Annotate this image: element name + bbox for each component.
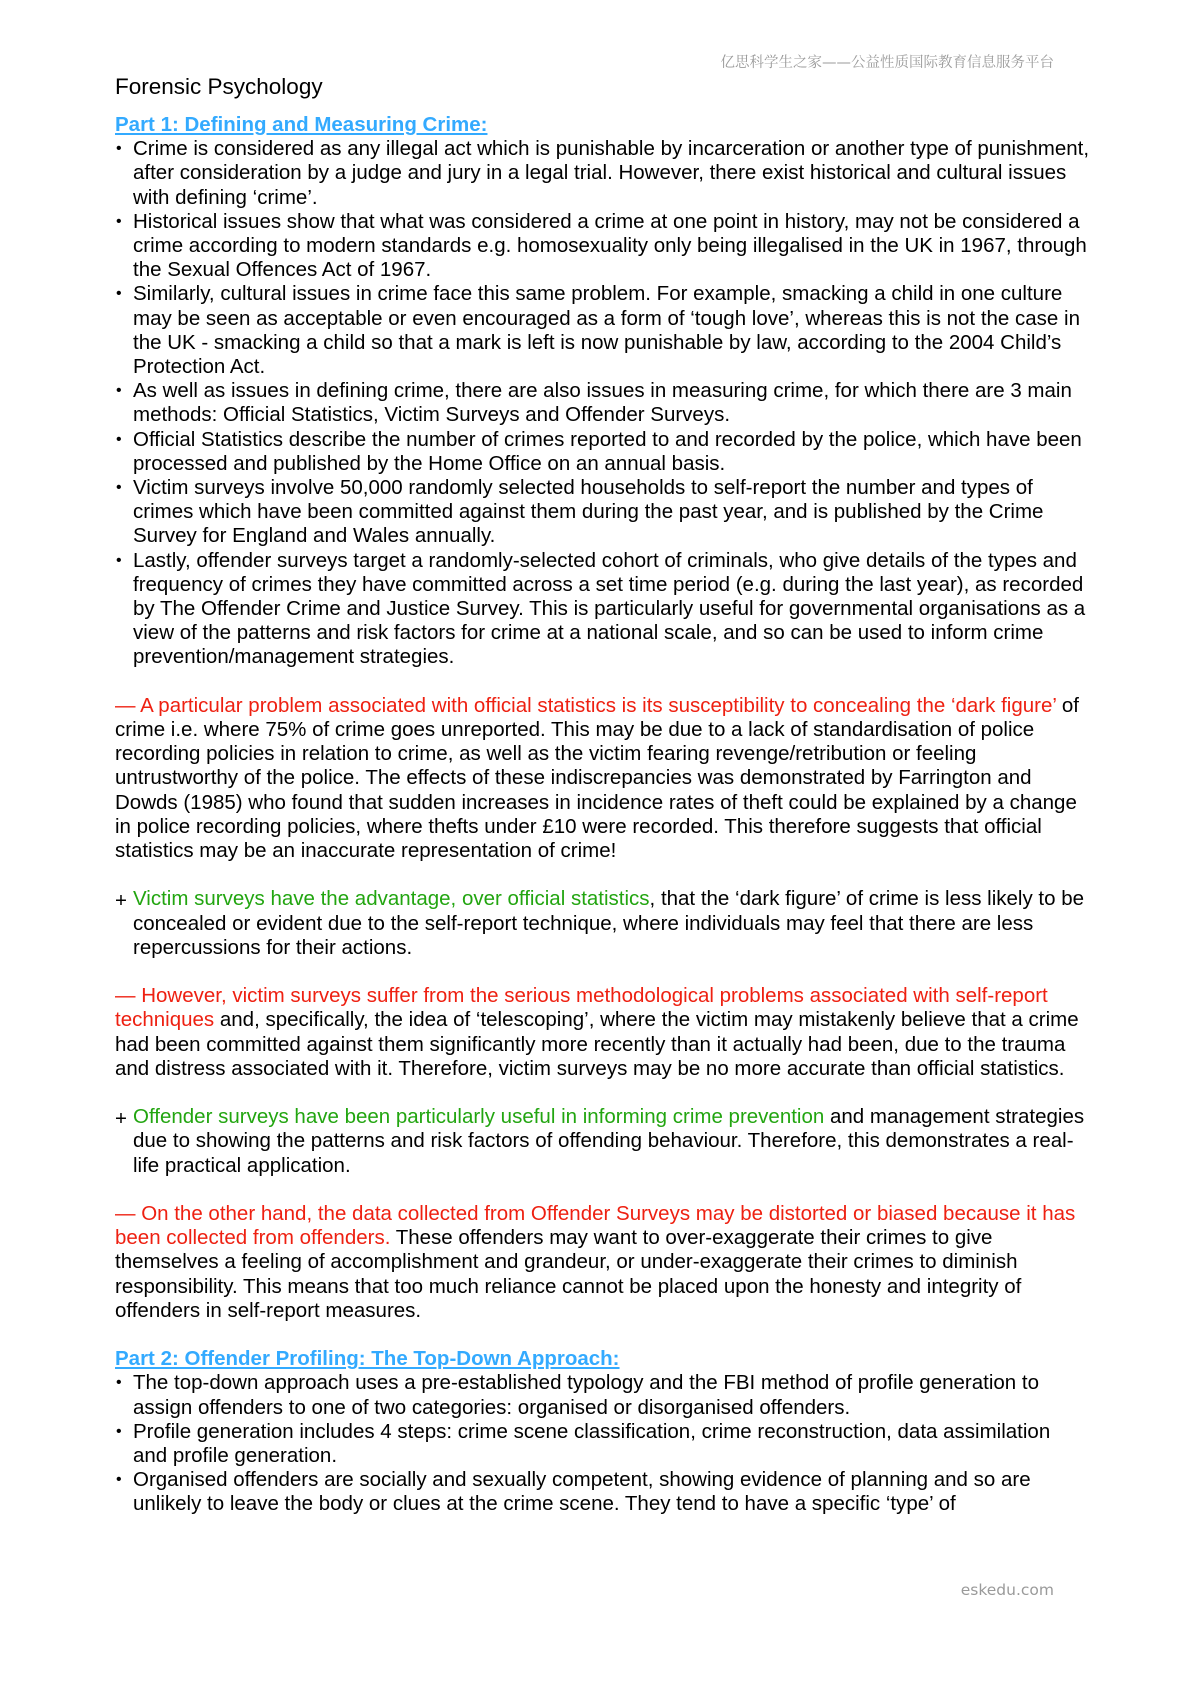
bullet-icon: • <box>116 212 122 230</box>
footer-watermark: eskedu.com <box>960 1581 1054 1599</box>
spacer <box>115 863 1090 887</box>
part1-bullet-list <box>115 137 1090 669</box>
list-item: • The top-down approach uses a pre-established typology and the FBI method of profile generation to assign offenders to one of two categories: organised or disorganised offenders. <box>116 1371 1039 1419</box>
evaluation-offender-surveys-problem: — On the other hand, the data collected from Offender Surveys may be distorted or biased because it has been collected from offenders. These offenders may want to over-exaggerate their crimes to give themselves a feeling of accomplishment and grandeur, or under-exaggerate their crimes to diminish responsibility. This means that too much reliance cannot be placed upon the honesty and integrity of offenders in self-report measures. <box>115 1202 1076 1322</box>
part1-heading: Part 1: Defining and Measuring Crime: <box>115 113 488 136</box>
spacer <box>115 1081 1090 1105</box>
plus-icon: + <box>115 889 127 913</box>
spacer <box>115 1178 1090 1202</box>
bullet-icon: • <box>116 1422 122 1440</box>
evaluation-official-statistics: — A particular problem associated with official statistics is its susceptibility to concealing the ‘dark figure’ of crime i.e. where 75% of crime goes unreported. This may be due to a lack of standardisation of police recording policies in relation to crime, as well as the victim fearing revenge/retribution or feeling untrustworthy of the police. The effects of these indiscrepancies was demonstrated by Farrington and Dowds (1985) who found that sudden increases in incidence rates of theft could be explained by a change in police recording policies, where thefts under £10 were recorded. This therefore suggests that official statistics may be an inaccurate representation of crime! <box>115 693 1079 863</box>
header-watermark: 亿思科学生之家——公益性质国际教育信息服务平台 <box>720 55 1054 71</box>
list-item: • Lastly, offender surveys target a randomly-selected cohort of criminals, who give details of the types and frequency of crimes they have committed across a set time period (e.g. during the last year), as recorded by The Offender Crime and Justice Survey. This is particularly useful for governmental organisations as a view of the patterns and risk factors for crime at a national scale, and so can be used to inform crime prevention/management strategies. <box>116 548 1086 669</box>
bullet-icon: • <box>116 382 122 400</box>
spacer <box>115 960 1090 984</box>
part2-bullet-list <box>115 1371 1090 1516</box>
positive-point: Offender surveys have been particularly useful in informing crime prevention <box>133 1105 825 1129</box>
list-item: • Historical issues show that what was considered a crime at one point in history, may not be considered a crime according to modern standards e.g. homosexuality only being illegalised in the UK in 1967, through the Sexual Offences Act of 1967. <box>116 209 1087 282</box>
bullet-icon: • <box>116 1374 122 1392</box>
spacer <box>115 1323 1090 1347</box>
negative-point: — A particular problem associated with official statistics is its susceptibility to concealing the ‘dark figure’ <box>115 693 1057 717</box>
list-item: • Organised offenders are socially and sexually competent, showing evidence of planning and so are unlikely to leave the body or clues at the crime scene. They tend to have a specific ‘type’ of <box>116 1468 1031 1516</box>
list-item: • Similarly, cultural issues in crime face this same problem. For example, smacking a child in one culture may be seen as acceptable or even encouraged as a form of ‘tough love’, whereas this is not the case in the UK - smacking a child so that a mark is left is now punishable by law, according to the 2004 Child’s Protection Act. <box>116 282 1080 379</box>
bullet-icon: • <box>116 551 122 569</box>
negative-point: — On the other hand, the data collected from Offender Surveys may be distorted or biased because it has been collected from offenders. <box>115 1202 1076 1250</box>
list-item: • Profile generation includes 4 steps: crime scene classification, crime reconstruction, data assimilation and profile generation. <box>116 1419 1051 1468</box>
plus-icon: + <box>115 1107 127 1131</box>
positive-point: Victim surveys have the advantage, over official statistics <box>133 887 650 911</box>
document-title: Forensic Psychology <box>115 74 323 99</box>
list-item: • Victim surveys involve 50,000 randomly selected households to self-report the number and types of crimes which have been committed against them during the past year, and is published by the Crime Survey for England and Wales annually. <box>116 476 1044 548</box>
list-item: • Crime is considered as any illegal act which is punishable by incarceration or another type of punishment, after consideration by a judge and jury in a legal trial. However, there exist historical and cultural issues with defining ‘crime’. <box>116 137 1090 209</box>
evaluation-victim-surveys-advantage: + Victim surveys have the advantage, over official statistics, that the ‘dark figure’ of crime is less likely to be concealed or evident due to the self-report technique, where individuals may feel that there are less repercussions for their actions. <box>115 887 1085 959</box>
part2-heading: Part 2: Offender Profiling: The Top-Down Approach: <box>115 1347 620 1371</box>
negative-point: — However, victim surveys suffer from the serious methodological problems associated with self-report techniques <box>115 984 1048 1032</box>
bullet-icon: • <box>116 285 122 303</box>
evaluation-offender-surveys-advantage: + Offender surveys have been particularly useful in informing crime prevention and management strategies due to showing the patterns and risk factors of offending behaviour. Therefore, this demonstrates a real-life practical application. <box>115 1105 1085 1177</box>
evaluation-victim-surveys-problem: — However, victim surveys suffer from the serious methodological problems associated with self-report techniques and, specifically, the idea of ‘telescoping’, where the victim may mistakenly believe that a crime had been committed against them significantly more recently than it actually had been, due to the trauma and distress associated with it. Therefore, victim surveys may be no more accurate than official statistics. <box>115 984 1079 1080</box>
bullet-icon: • <box>116 1471 122 1489</box>
list-item: • Official Statistics describe the number of crimes reported to and recorded by the police, which have been processed and published by the Home Office on an annual basis. <box>116 427 1082 475</box>
bullet-icon: • <box>116 140 122 158</box>
list-item: • As well as issues in defining crime, there are also issues in measuring crime, for which there are 3 main methods: Official Statistics, Victim Surveys and Offender Surveys. <box>116 379 1072 427</box>
document-body <box>115 113 1090 1517</box>
bullet-icon: • <box>116 430 122 448</box>
bullet-icon: • <box>116 479 122 497</box>
spacer <box>115 670 1090 694</box>
